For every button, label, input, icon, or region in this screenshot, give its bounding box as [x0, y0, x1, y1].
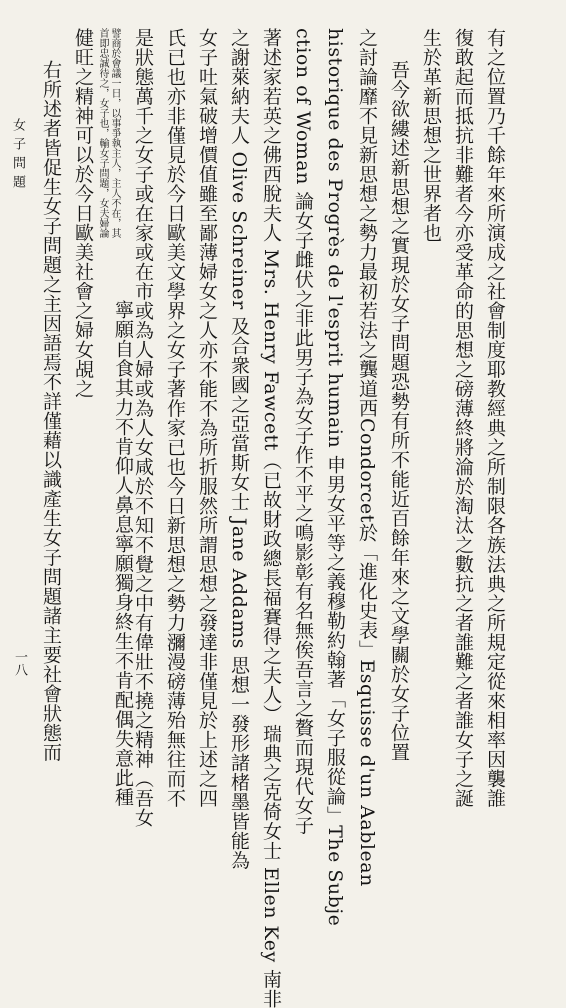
text-column-4: 吾今欲縷述新思想之實現於女子問題恐勢有所不能近百餘年來之文學關於女子位置 — [388, 60, 410, 762]
text-column-14: 健旺之精神可以於今日歐美社會之婦女覘之 — [72, 28, 94, 399]
text-column-5: 之討論靡不見新思想之勢力最初若法之龔道西Condorcet於「進化史表」Esquisse d'un Aablean — [356, 28, 378, 887]
text-column-6: historique des Progrès de l'esprit humain 申男女平等之義穆勒約翰著「女子服從論」The Subje — [324, 28, 346, 927]
text-column-13: 寧願自食其力不肯仰人鼻息寧願獨身終生不肯配偶失意此種 — [112, 300, 134, 807]
text-column-15: 右所述者皆促生女子問題之主因語焉不詳僅藉以識產生女子問題諸主要社會狀態而 — [40, 60, 62, 762]
text-column-3: 生於革新思想之世界者也 — [420, 28, 442, 243]
running-title: 女子問題 — [10, 118, 25, 194]
page-number: 一八 — [12, 650, 27, 676]
inline-note-line-1: 譬商於會議一日，以事爭執主人，主人不在，其 — [109, 28, 120, 238]
text-column-2: 復敢起而抵抗非難者今亦受革命的思想之磅薄終將淪於淘汰之數抗之者誰難之者誰女子之誕 — [452, 28, 474, 808]
text-column-7: ction of Woman 論女子雌伏之非此男子為女子作不平之鳴影彰有名無俟吾言之贅而現代女子 — [292, 28, 314, 835]
inline-note-line-2: 首即忠誠待之，女子也，輸女子問題，女夫婦論 — [97, 28, 108, 238]
text-column-12: 是狀態萬千之女子或在家或在市或為人婦或為人女咸於不知不覺之中有偉壯不撓之精神（吾女 — [132, 28, 154, 828]
text-column-11: 氏已也亦非僅見於今日歐美文學界之女子著作家已也今日新思想之勢力瀰漫磅薄殆無往而不 — [164, 28, 186, 808]
text-column-1: 有之位置乃千餘年來所演成之社會制度耶教經典之所制限各族法典之所規定從來相率因襲誰 — [484, 28, 506, 808]
text-column-10: 女子吐氣破增價值雖至鄙薄婦女之人亦不能不為所折服然所謂思想之發達非僅見於上述之四 — [196, 28, 218, 808]
text-column-8: 著述家若英之佛西脫夫人 Mrs. Henry Fawcett（已故財政總長福賽得之夫人）瑞典之克倚女士 Ellen Key 南非 — [260, 28, 282, 1008]
text-column-9: 之謝萊納夫人 Olive Schreiner 及合衆國之亞當斯女士 Jane Addams 思想一發形諸楮墨皆能為 — [228, 28, 250, 870]
